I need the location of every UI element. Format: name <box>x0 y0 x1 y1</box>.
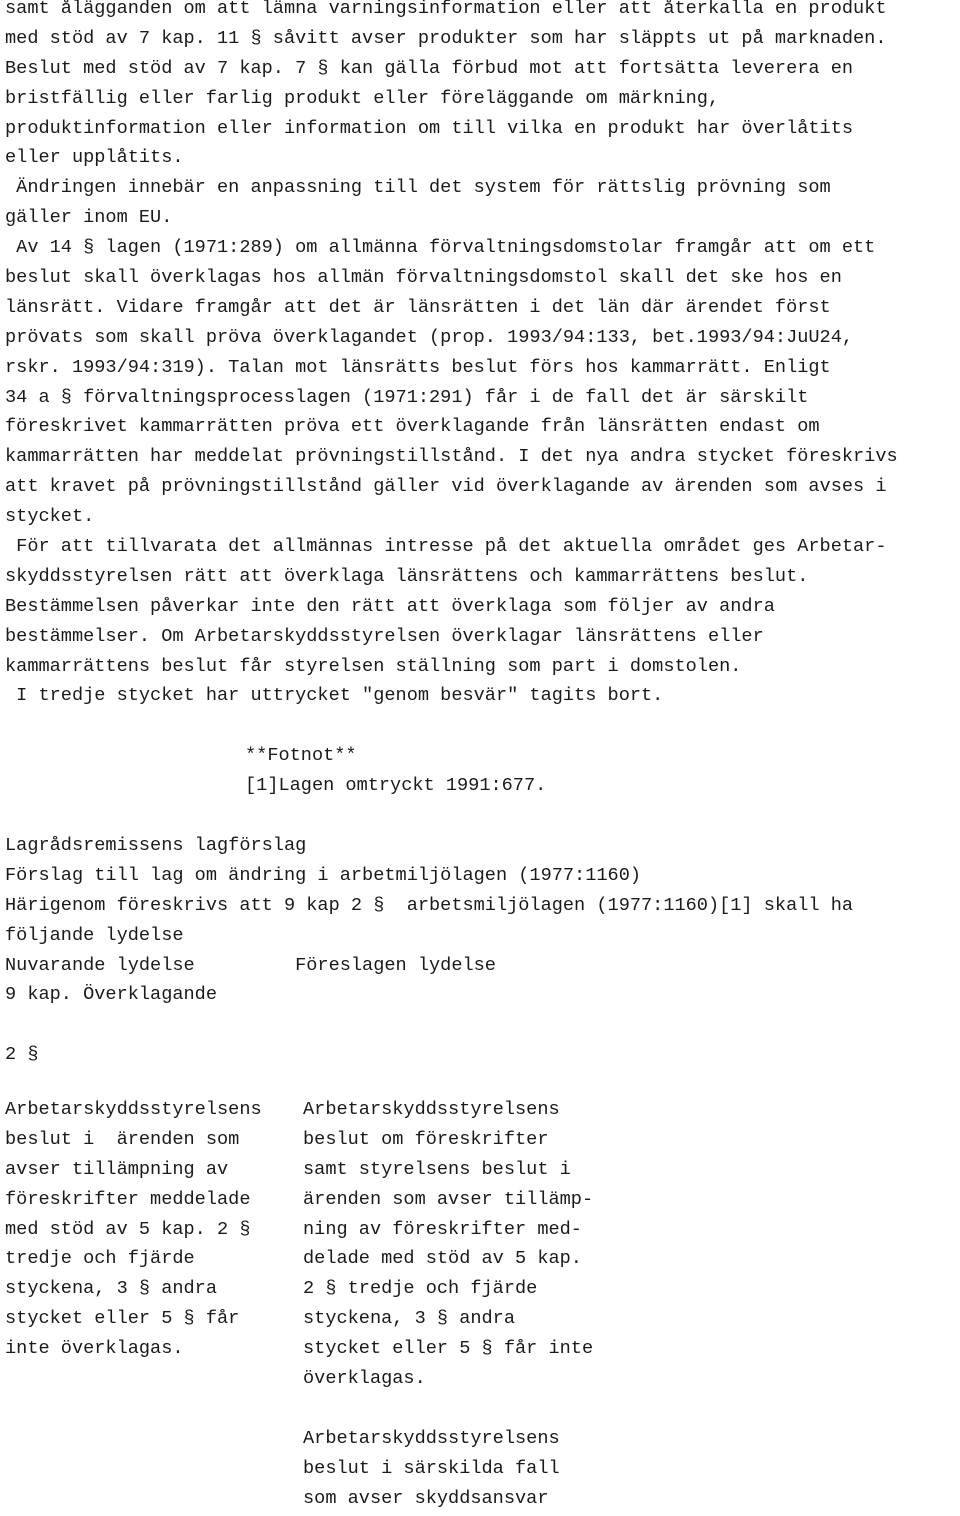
text-line: bristfällig eller farlig produkt eller föreläggande om märkning, <box>5 87 720 109</box>
proposed-wording-column <box>303 1095 643 1513</box>
proposal-line: följande lydelse <box>5 924 184 946</box>
current-wording-line: beslut i ärenden som <box>5 1128 240 1150</box>
text-line: prövats som skall pröva överklagandet (prop. 1993/94:133, bet.1993/94:JuU24, <box>5 326 854 348</box>
current-wording-line: avser tillämpning av <box>5 1158 229 1180</box>
proposed-wording-line: Arbetarskyddsstyrelsens <box>303 1427 560 1449</box>
text-line: 34 a § förvaltningsprocesslagen (1971:291) får i de fall det är särskilt <box>5 386 809 408</box>
proposed-wording-line: Arbetarskyddsstyrelsens <box>303 1099 560 1120</box>
text-line: Av 14 § lagen (1971:289) om allmänna förvaltningsdomstolar framgår att om ett <box>5 237 876 259</box>
proposed-wording-line: beslut i särskilda fall <box>303 1457 560 1479</box>
text-line: kammarrätten har meddelat prövningstillstånd. I det nya andra stycket föreskrivs <box>5 446 898 468</box>
proposed-wording-line: ning av föreskrifter med- <box>303 1218 582 1240</box>
footnote-heading: **Fotnot** <box>245 745 357 767</box>
proposed-wording-line: 2 § tredje och fjärde <box>303 1278 538 1300</box>
text-line: Ändringen innebär en anpassning till det system för rättslig prövning som <box>5 177 831 199</box>
text-line: Beslut med stöd av 7 kap. 7 § kan gälla förbud mot att fortsätta leverera en <box>5 57 854 79</box>
proposal-title: Förslag till lag om ändring i arbetmiljölagen (1977:1160) <box>5 864 642 886</box>
text-line: kammarrättens beslut får styrelsen ställning som part i domstolen. <box>5 655 742 677</box>
current-wording-line: styckena, 3 § andra <box>5 1278 218 1300</box>
text-line: stycket. <box>5 506 95 528</box>
proposed-wording-line: stycket eller 5 § får inte <box>303 1338 594 1360</box>
proposed-wording-line: beslut om föreskrifter <box>303 1128 549 1150</box>
text-line: rskr. 1993/94:319). Talan mot länsrätts beslut förs hos kammarrätt. Enligt <box>5 356 831 378</box>
proposed-wording-line: ärenden som avser tillämp- <box>303 1188 594 1210</box>
proposal-heading: Lagrådsremissens lagförslag <box>5 834 307 856</box>
text-line: gäller inom EU. <box>5 207 173 229</box>
text-line: samt ålägganden om att lämna varningsinformation eller att återkalla en produkt <box>5 0 887 19</box>
text-line: länsrätt. Vidare framgår att det är länsrätten i det län där ärendet först <box>5 296 831 318</box>
text-line: beslut skall överklagas hos allmän förvaltningsdomstol skall det ske hos en <box>5 267 842 289</box>
document-page <box>5 0 955 1070</box>
current-wording-line: föreskrifter meddelade <box>5 1188 251 1210</box>
text-line: produktinformation eller information om till vilka en produkt har överlåtits <box>5 117 854 139</box>
text-line: För att tillvarata det allmännas intresse på det aktuella området ges Arbetar- <box>5 536 887 558</box>
proposal-line: Härigenom föreskrivs att 9 kap 2 § arbetsmiljölagen (1977:1160)[1] skall ha <box>5 894 854 916</box>
text-line: bestämmelser. Om Arbetarskyddsstyrelsen överklagar länsrättens eller <box>5 625 764 647</box>
proposed-wording-line: styckena, 3 § andra <box>303 1308 516 1330</box>
column-headings: Nuvarande lydelse Föreslagen lydelse <box>5 954 496 976</box>
body-text <box>5 0 955 711</box>
text-line: Bestämmelsen påverkar inte den rätt att överklaga som följer av andra <box>5 595 775 617</box>
footnote-text: [1]Lagen omtryckt 1991:677. <box>245 775 547 797</box>
text-line: I tredje stycket har uttrycket "genom besvär" tagits bort. <box>5 685 664 707</box>
text-line: att kravet på prövningstillstånd gäller vid överklagande av ärenden som avses i <box>5 476 887 498</box>
section-label: 2 § <box>5 1044 39 1066</box>
proposed-wording-line: samt styrelsens beslut i <box>303 1158 571 1180</box>
spacer <box>5 711 955 741</box>
spacer <box>5 801 955 831</box>
proposed-wording-line: överklagas. <box>303 1368 426 1390</box>
current-wording-line: stycket eller 5 § får <box>5 1308 240 1330</box>
spacer <box>5 1010 955 1040</box>
text-line: med stöd av 7 kap. 11 § såvitt avser produkter som har släppts ut på marknaden. <box>5 27 887 49</box>
text-line: skyddsstyrelsen rätt att överklaga länsrättens och kammarrättens beslut. <box>5 565 809 587</box>
footnote <box>5 741 955 801</box>
proposed-wording-line: som avser skyddsansvar <box>303 1487 549 1509</box>
current-wording-line: tredje och fjärde <box>5 1248 195 1270</box>
current-wording-line: med stöd av 5 kap. 2 § <box>5 1218 251 1240</box>
current-wording-line: inte överklagas. <box>5 1338 184 1360</box>
proposed-wording-line <box>303 1394 643 1424</box>
current-wording-column <box>5 1095 295 1364</box>
current-wording-line: Arbetarskyddsstyrelsens <box>5 1099 262 1120</box>
text-line: eller upplåtits. <box>5 147 184 169</box>
law-proposal <box>5 831 955 1010</box>
chapter-heading: 9 kap. Överklagande <box>5 984 218 1006</box>
text-line: föreskrivet kammarrätten pröva ett överklagande från länsrätten endast om <box>5 416 820 438</box>
proposed-wording-line: delade med stöd av 5 kap. <box>303 1248 582 1270</box>
